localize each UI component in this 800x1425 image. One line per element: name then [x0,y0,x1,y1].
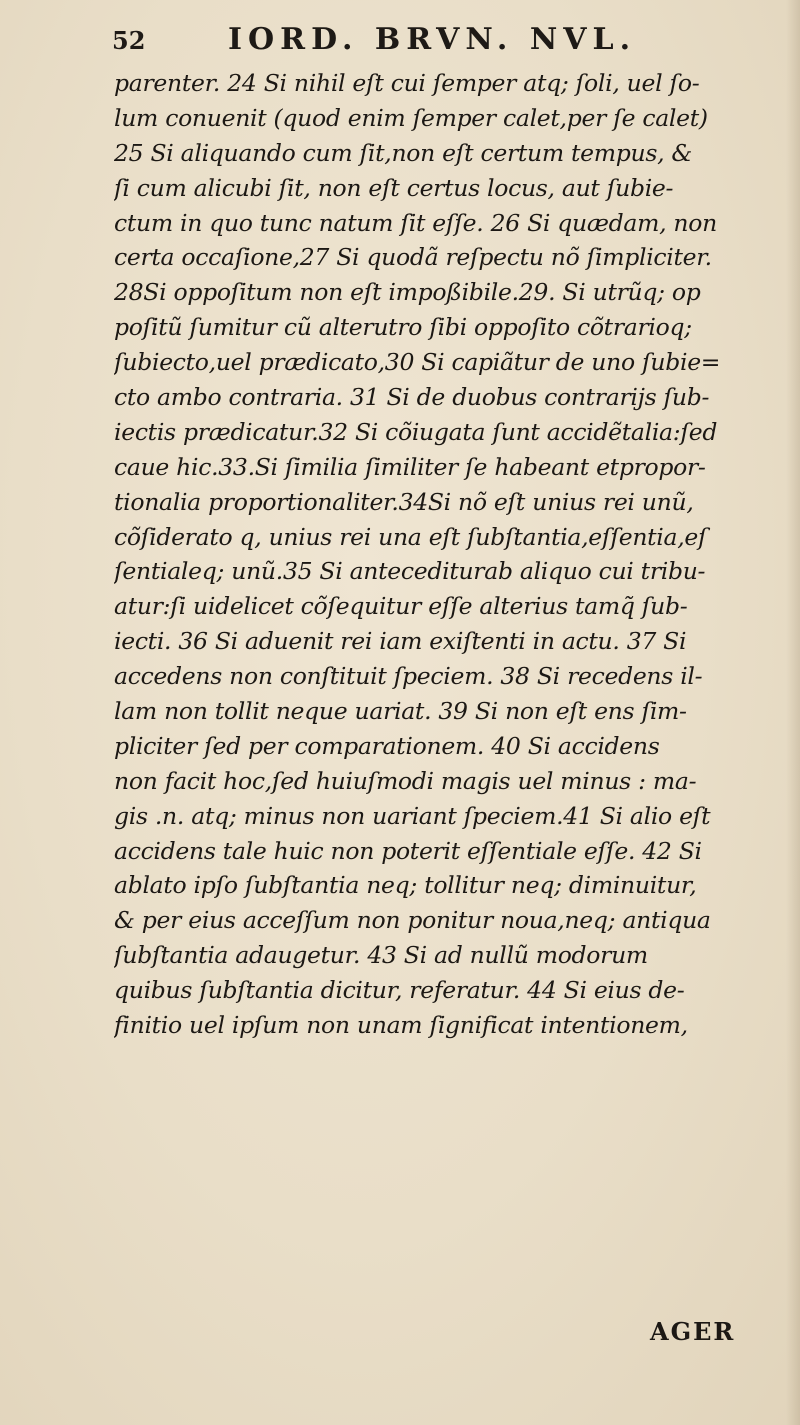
page-number: 52 [112,26,146,55]
text-line: ctum in quo tunc natum ſit eſſe. 26 Si quædam, non [114,208,717,237]
text-line: iectis prædicatur.32 Si cõiugata ſunt accidẽtalia:ſed [114,417,718,446]
text-line: finitio uel ipſum non unam ſignificat intentionem, [114,1011,688,1040]
text-line: quibus ſubſtantia dicitur, referatur. 44 Si eius de- [114,976,685,1005]
text-line: caue hic.33.Si ſimilia ſimiliter ſe habeant etpropor- [114,452,706,481]
text-line: ſi cum alicubi ſit, non eſt certus locus, aut ſubie- [114,173,674,202]
running-title: IORD. BRVN. NVL. [228,22,637,57]
text-line: ablato ipſo ſubſtantia neq; tollitur neq; diminuitur, [114,871,697,900]
text-line: atur:ſi uidelicet cõſequitur eſſe alterius tamq̃ ſub- [114,592,688,621]
text-line: accedens non conſtituit ſpeciem. 38 Si recedens il- [114,662,703,691]
text-line: & per eius acceſſum non ponitur noua,neq; antiqua [114,906,711,935]
text-line: ſubſtantia adaugetur. 43 Si ad nullũ modorum [114,941,648,970]
catchword: AGER [650,1317,736,1346]
text-line: 28Si oppoſitum non eſt impoßibile.29. Si utrũq; op [114,278,701,307]
body-text [114,66,790,1043]
text-line: certa occaſione,27 Si quodã reſpectu nõ ſimpliciter. [114,243,712,272]
text-line: gis .n. atq; minus non uariant ſpeciem.41 Si alio eſt [114,801,711,830]
text-line: parenter. 24 Si nihil eſt cui ſemper atq; ſoli, uel ſo- [114,69,700,97]
text-line: non facit hoc,ſed huiuſmodi magis uel minus : ma- [114,766,697,795]
text-line: cõſiderato q, unius rei una eſt ſubſtantia,eſſentia,eſ [114,522,707,551]
text-line: accidens tale huic non poterit eſſentiale eſſe. 42 Si [114,836,702,865]
text-line: lum conuenit (quod enim ſemper calet,per ſe calet) [114,103,708,132]
running-head [112,22,712,62]
text-line: iecti. 36 Si aduenit rei iam exiſtenti in actu. 37 Si [114,627,687,656]
text-line: cto ambo contraria. 31 Si de duobus contrarijs ſub- [114,383,710,412]
text-line: tionalia proportionaliter.34Si nõ eſt unius rei unũ, [114,487,694,516]
text-line: poſitũ ſumitur cũ alterutro ſibi oppoſito cõtrarioq; [114,313,692,342]
text-line: ſentialeq; unũ.35 Si antecediturab aliquo cui tribu- [114,557,706,586]
text-line: pliciter ſed per comparationem. 40 Si accidens [114,731,660,760]
text-line: lam non tollit neque uariat. 39 Si non eſt ens ſim- [114,697,687,726]
text-line: ſubiecto,uel prædicato,30 Si capiãtur de uno ſubie= [114,348,721,377]
text-line: 25 Si aliquando cum ſit,non eſt certum tempus, & [114,138,693,167]
